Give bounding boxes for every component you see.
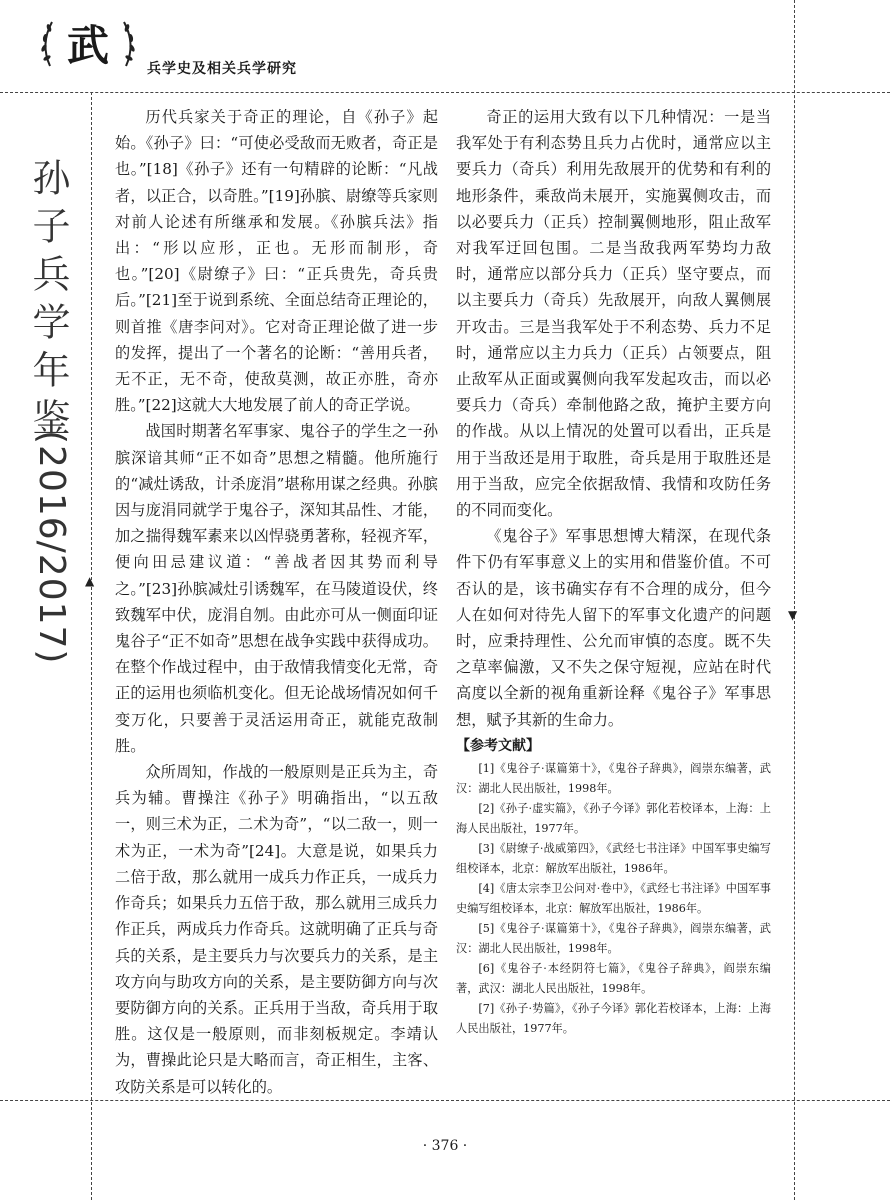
- reference-item: [2]《孙子·虚实篇》，《孙子今译》郭化若校译本，上海：上海人民出版社，1977年。: [456, 802, 771, 836]
- body-paragraph: 众所周知，作战的一般原则是正兵为主，奇兵为辅。曹操注《孙子》明确指出，“以五敌一，则三术为正，二术为奇”，“以二敌一，则一术为正，一术为奇”[24]。大意是说，如果兵力二倍于敌，那么就用一成兵力作正兵，一成兵力作奇兵；如果兵力五倍于敌，那么就用三成兵力作正兵，两成兵力作奇兵。这就明确了正兵与奇兵的关系，是主要兵力与次要兵力的关系，是主攻方向与助攻方向的关系，是主要防御方向与次要防御方向的关系。正兵用于当敌，奇兵用于取胜。这仅是一般原则，而非刻板规定。李靖认为，曹操此论只是大略而言，奇正相生，主客、攻防关系是可以转化的。: [115, 763, 438, 1096]
- reference-item: [7]《孙子·势篇》，《孙子今译》郭化若校译本，上海：上海人民出版社，1977年。: [456, 1002, 771, 1036]
- body-paragraph: 《鬼谷子》军事思想博大精深，在现代条件下仍有军事意义上的实用和借鉴价值。不可否认的是，该书确实存有不合理的成分，但今人在如何对待先人留下的军事文化遗产的问题时，应秉持理性、公允而审慎的态度。既不失之草率偏激，又不失之保守短视，应站在时代高度以全新的视角重新诠释《鬼谷子》军事思想，赋予其新的生命力。: [456, 527, 771, 729]
- reference-item: [4]《唐太宗李卫公问对·卷中》，《武经七书注译》中国军事史编写组校译本，北京：解放军出版社，1986年。: [456, 882, 771, 916]
- reference-item: [3]《尉缭子·战威第四》，《武经七书注译》中国军事史编写组校译本，北京：解放军出版社，1986年。: [456, 842, 771, 876]
- book-year-text: (2016/2017): [31, 430, 72, 665]
- body-paragraph: 历代兵家关于奇正的理论，自《孙子》起始。《孙子》曰：“可使必受敌而无败者，奇正是也。”[18]《孙子》还有一句精辟的论断：“凡战者，以正合，以奇胜。”[19]孙膑、尉缭等兵家则对前人论述有所继承和发展。《孙膑兵法》指出：“形以应形，正也。无形而制形，奇也。”[20]《尉缭子》曰：“正兵贵先，奇兵贵后。”[21]至于说到系统、全面总结奇正理论的，则首推《唐李问对》。它对奇正理论做了进一步的发挥，提出了一个著名的论断：“善用兵者，无不正，无不奇，使敌莫测，故正亦胜，奇亦胜。”[22]这就大大地发展了前人的奇正学说。: [115, 108, 438, 415]
- page-number: · 376 ·: [422, 1138, 468, 1154]
- book-title: 孙子兵学年鉴: [26, 158, 70, 446]
- right-margin-rule: [794, 0, 795, 1200]
- emblem-logo-icon: [38, 14, 138, 76]
- up-arrow-icon: ▲: [85, 574, 95, 588]
- book-year: [26, 430, 72, 665]
- references-heading: 【参考文献】: [456, 737, 540, 754]
- footer-rule: [0, 1100, 890, 1101]
- left-column: [115, 104, 438, 1100]
- left-margin-rule: [91, 92, 92, 1200]
- down-arrow-icon: ▼: [788, 608, 798, 622]
- header-rule: [0, 92, 890, 93]
- reference-item: [1]《鬼谷子·谋篇第十》，《鬼谷子辞典》，阎崇东编著，武汉：湖北人民出版社，1998年。: [456, 762, 771, 796]
- series-title: 兵学史及相关兵学研究: [147, 61, 297, 77]
- reference-item: [5]《鬼谷子·谋篇第十》，《鬼谷子辞典》，阎崇东编著，武汉：湖北人民出版社，1998年。: [456, 922, 771, 956]
- logo-glyph: 武: [66, 21, 110, 70]
- right-column: [456, 104, 771, 1039]
- body-paragraph: 战国时期著名军事家、鬼谷子的学生之一孙膑深谙其师“正不如奇”思想之精髓。他所施行的“减灶诱敌，计杀庞涓”堪称用谋之经典。孙膑因与庞涓同就学于鬼谷子，深知其品性、才能，加之揣得魏军素来以凶悍骁勇著称，轻视齐军，便向田忌建议道：“善战者因其势而利导之。”[23]孙膑减灶引诱魏军，在马陵道设伏，终致魏军中伏，庞涓自刎。由此亦可从一侧面印证鬼谷子“正不如奇”思想在战争实践中获得成功。在整个作战过程中，由于敌情我情变化无常，奇正的运用也须临机变化。但无论战场情况如何千变万化，只要善于灵活运用奇正，就能克敌制胜。: [115, 422, 438, 755]
- body-paragraph: 奇正的运用大致有以下几种情况：一是当我军处于有利态势且兵力占优时，通常应以主要兵力（奇兵）利用先敌展开的优势和有利的地形条件，乘敌尚未展开，实施翼侧攻击，而以必要兵力（正兵）控制翼侧地形，阻止敌军对我军迂回包围。二是当敌我两军势均力敌时，通常应以部分兵力（正兵）坚守要点，而以主要兵力（奇兵）先敌展开，向敌人翼侧展开攻击。三是当我军处于不利态势、兵力不足时，通常应以主力兵力（正兵）占领要点，阻止敌军从正面或翼侧向我军发起攻击，而以必要兵力（奇兵）牵制他路之敌，掩护主要方向的作战。从以上情况的处置可以看出，正兵是用于当敌还是用于取胜，奇兵是用于取胜还是用于当敌，应完全依据敌情、我情和攻防任务的不同而变化。: [456, 108, 771, 520]
- reference-item: [6]《鬼谷子·本经阴符七篇》，《鬼谷子辞典》，阎崇东编著，武汉：湖北人民出版社，1998年。: [456, 962, 771, 996]
